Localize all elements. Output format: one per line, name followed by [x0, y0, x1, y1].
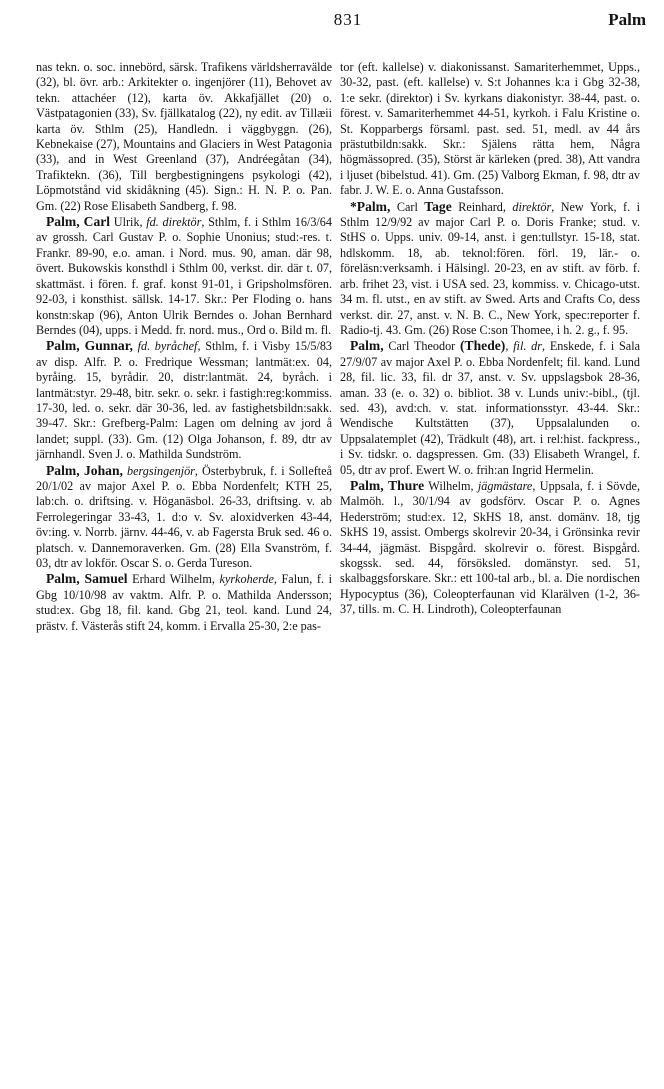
entry-continuation: tor (eft. kallelse) v. diakonissanst. Samariterhemmet, Upps., 30-32, past. (eft. kallelse) v. S:t Johannes k:a i Gbg 32-38, 1:e sekr. (direktor) i Sv. kyrkans diakonistyr. 38-44, past. o. förest. v. Samariterhemmet 44-51, kyrkoh. i Falu Kristine o. St. Kopparbergs församl. past. sed. 51, medl. av 44 års prästutbildn:sakk. Skr.: Själens rätta hem, Några högmässopred. (35), Störst är kärleken (pred. 38), Att vandra i ljuset (bibelstud. 41). Gm. (25) Valborg Ekman, f. 98, dtr av fabr. J. W. E. o. Anna Gustafsson.	[340, 60, 640, 198]
entry-headword: Palm,	[350, 338, 384, 354]
entry-palm-johan	[36, 463, 332, 572]
entry-title: direktör	[512, 199, 552, 214]
entry-text: , Uppsala, f. i Sövde, Malmöh. l., 30/1/94 av godsförv. Oscar P. o. Agnes Hederström; stud:ex. 12, SkHS 18, anst. domänv. 18, tjg SkHS 19, assist. Ombergs skolrevir 20-34, i Grönsinka revir 34-44, jägmäst. Bispgård. skolrevir o. förest. Bispgård. skogssk. sed. 44, försöksled. domänstyr. sed. 51, skalbaggsforskare. Skr.: ett 100-tal arb., bl. a. Die nordischen Hypocyptus (36), Coleopterfaunan vid Klarälven (1-2, 36-37, tills. m. C. H. Lindroth), Coleopterfaunan	[340, 478, 640, 617]
entry-palm-tage	[340, 199, 640, 339]
entry-given-names: Carl	[390, 199, 425, 214]
entry-headword: Palm, Gunnar,	[46, 338, 133, 354]
entry-text: , New York, f. i Sthlm 12/9/92 av major Carl P. o. Doris Franke; stud. v. StHS o. Upps. univ. 09-14, anst. i gen:tullstyr. 15-18, stat. hdlskomm. 18, ab. teknol:fören. förl. 19, lär.- o. föreläsn:verksamh. i Hälsingl. 20-23, en av stift. av förb. f. arb. frihet 23, vist. i USA sed. 23, kommiss. v. Chicago-utst. 34 m. fl. utst., en av stift. av Swed. Arts and Crafts Co, dess verkst. dir. 27, anst. v. N. B. C., New York, spec:reporter f. Radio-tj. 43. Gm. (26) Rose C:son Thomee, i h. 2. g., f. 95.	[340, 199, 640, 337]
entry-headword: Palm, Samuel	[46, 571, 128, 587]
entry-text: , Falun, f. i Gbg 10/10/98 av vaktm. Alfr. P. o. Mathilda Andersson; stud:ex. Gbg 18, fil. kand. Gbg 21, teol. kand. Lund 24, prästv. f. Västerås stift 24, komm. i Ervalla 25-30, 2:e pas-	[36, 572, 332, 633]
entry-headword: Palm, Johan,	[46, 462, 123, 478]
entry-title: fd. direktör	[146, 215, 202, 230]
entry-given-names: Wilhelm,	[424, 478, 478, 493]
entry-palm-thede	[340, 338, 640, 478]
entry-given-names: Ulrik,	[110, 215, 147, 230]
left-column	[36, 60, 332, 634]
entry-title: kyrkoherde	[219, 572, 274, 587]
entry-headword: *Palm,	[350, 198, 391, 214]
right-column	[340, 60, 640, 618]
entry-palm-samuel	[36, 571, 332, 634]
entry-title: jägmästare	[477, 478, 533, 493]
entry-palm-gunnar	[36, 338, 332, 462]
entry-bold-given-name: (Thede)	[460, 338, 506, 354]
running-head: Palm	[608, 10, 646, 29]
entry-palm-carl	[36, 214, 332, 338]
entry-continuation: nas tekn. o. soc. innebörd, särsk. Trafikens världsherravälde (32), bl. övr. arb.: Arkitekter o. ingenjörer (11), Behovet av tekn. attachéer (12), karta öv. Akkafjället (20) o. Västpatagonien (33), Sv. fjällkatalog (22), ny edit. av Tillæii karta öv. Sthlm (25), Handledn. i väggbyggn. (26), Kebnekaise (27), Mountains and Glaciers in West Patagonia (33), and in West Greenland (37), Andréegåtan (34), Trafiktekn. (36), Till bergbestigningens psykologi (42), Löpmotstånd vid skidåkning (45). Sign.: H. N. P. o. Pan. Gm. (22) Rose Elisabeth Sandberg, f. 98.	[36, 60, 332, 213]
entry-given-names-rest: Reinhard,	[451, 199, 513, 214]
entry-text: , Sthlm, f. i Sthlm 16/3/64 av grossh. Carl Gustav P. o. Sophie Unonius; stud:-res. t. Frankr. 89-90, e.o. aman. i Nord. mus. 90, aman. där 98, övert. Bukowskis konsthdl i Sthlm 00, verkst. dir. där t. 07, skattmäst. i fören. f. graf. konst 91-01, i Gripsholmsfören. 92-03, i konsthist. sällsk. 14-17. Skr.: Per Floding o. hans konstn:skap (96), Anton Ulrik Berndes o. Johan Bernhard Berndes (04), upps. i Medd. fr. nord. mus., Ord o. Bild m. fl.	[36, 215, 332, 337]
entry-title: fd. byråchef	[137, 339, 198, 354]
entry-given-names-rest: ,	[505, 339, 514, 354]
entry-text: , Enskede, f. i Sala 27/9/07 av major Axel P. o. Ebba Nordenfelt; fil. kand. Lund 28, fil. lic. 33, fil. dr 37, anst. v. Sv. uppslagsbok 28-36, aman. 33 (e. o. 32) o. bibliot. 38 v. Lunds univ:-bibl., (tjl. sed. 43), avd:ch. v. stat. informationsstyr. 43-44. Skr.: Wendische Kultstätten (37), Uppsalalunden o. Uppsalatemplet (42), Trädkult (48), art. i rel:hist. fackpress., i Sv. tidskr. o. dagspressen. Gm. (33) Elisabeth Wrangel, f. 05, dtr av prof. Ewert W. o. frih:an Ingrid Hermelin.	[340, 339, 640, 477]
entry-given-names: Carl Theodor	[383, 339, 461, 354]
entry-title: bergsingenjör	[126, 463, 195, 478]
entry-headword: Palm, Carl	[46, 214, 111, 230]
entry-text: , Sthlm, f. i Visby 15/5/83 av disp. Alfr. P. o. Fredrique Wessman; lantmät:ex. 04, byråing. 15, byrådir. 20, distr:lantmät. 24, byråch. i lantmät:styr. 29-48, bitr. sekr. o. sekr. i fastigh:reg:kommiss. 17-30, led. o. sekr. där 30-36, led. av fastighetsbildn:sakk. 39-47. Skr.: Grefberg-Palm: Lagen om delning av jord å landet; suppl. (33). Gm. (12) Olga Johanson, f. 89, dtr av järnhandl. Sven J. o. Mathilda Sundström.	[36, 339, 333, 462]
entry-text: , Österbybruk, f. i Sollefteå 20/1/02 av major Axel P. o. Ebba Nordenfelt; KTH 25, lab:ch. o. driftsing. v. Höganäsbol. 26-33, driftsing. v. ab Ferrolegeringar 33-43, 1. d:o v. Sv. aloxidverken 43-44, öv:ing. v. Norrb. järnv. 44-46, v. ab Fagersta Bruk sed. 46 o. platsch. v. Dannemoraverken. Gm. (28) Ella Svanström, f. 03, dtr av lokför. Oscar S. o. Gerda Tureson.	[36, 463, 332, 570]
page-header	[0, 10, 664, 50]
entry-bold-given-name: Tage	[424, 198, 452, 214]
entry-given-names: Erhard Wilhelm,	[127, 572, 220, 587]
entry-palm-thure	[340, 478, 640, 618]
entry-headword: Palm, Thure	[350, 477, 425, 493]
entry-title: fil. dr	[513, 339, 542, 354]
page-number: 831	[333, 10, 363, 29]
